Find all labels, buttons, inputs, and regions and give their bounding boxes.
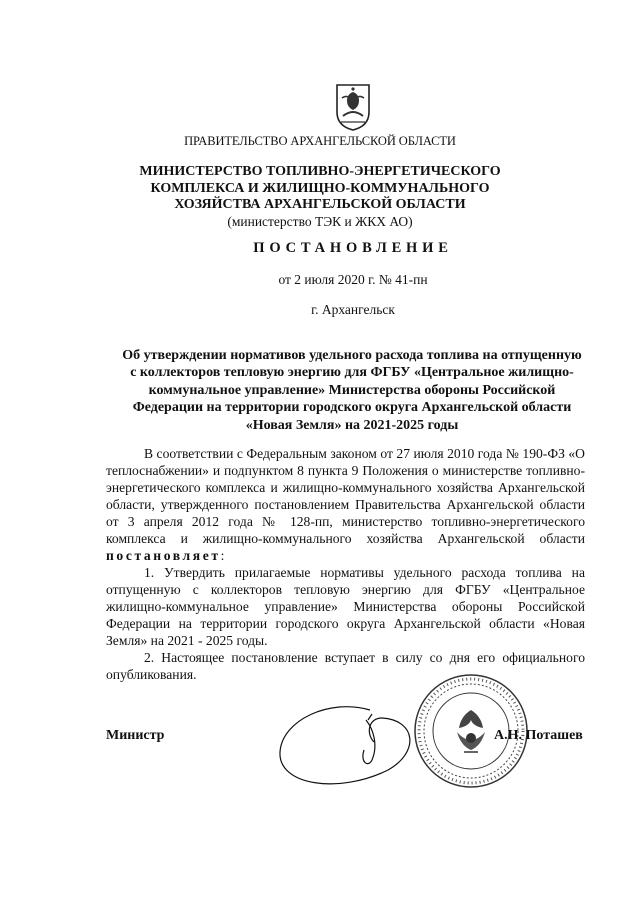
subject-line: коммунальное управление» Министерства обороны Российской [148,382,556,398]
item-2-text: 2. Настоящее постановление вступает в силу со дня его официального опубликования. [106,650,585,682]
government-name: ПРАВИТЕЛЬСТВО АРХАНГЕЛЬСКОЙ ОБЛАСТИ [184,134,456,148]
document-type: ПОСТАНОВЛЕНИЕ [253,240,453,256]
city: г. Архангельск [311,302,395,317]
resolves-punct: : [220,548,225,563]
signer-name: А.Н. Поташев [494,728,583,743]
preamble-text: В соответствии с Федеральным законом от 27 июля 2010 года № 190-ФЗ «О теплоснабжении» и подпунктом 8 пункта 9 Положения о министерстве топливно-энергетического комплекса и жилищно-коммунального хозяйства Архангельской области, утвержденного постановлением Правительства Архангельской области от 3 апреля 2012 года № 128-пп, министерство топливно-энергетического комплекса и жилищно-коммунального хозяйства Архангельской области [106,446,585,546]
subject-line: Об утверждении нормативов удельного расхода топлива на отпущенную [122,348,582,363]
date-and-number: от 2 июля 2020 г. № 41-пн [278,272,428,287]
ministry-line: МИНИСТЕРСТВО ТОПЛИВНО-ЭНЕРГЕТИЧЕСКОГО [139,164,501,179]
ministry-line: КОМПЛЕКСА И ЖИЛИЩНО-КОММУНАЛЬНОГО [150,180,490,196]
subject-line: «Новая Земля» на 2021-2025 годы [245,417,459,433]
ministry-short-name: (министерство ТЭК и ЖКХ АО) [227,213,413,229]
subject-line: с коллекторов тепловую энергию для ФГБУ «Центральное жилищно- [130,365,574,381]
handwritten-signature [270,690,430,800]
subject-line: Федерации на территории городского округа Архангельской области [132,400,572,416]
ministry-line: ХОЗЯЙСТВА АРХАНГЕЛЬСКОЙ ОБЛАСТИ [174,197,466,212]
resolves-word: постановляет [106,548,221,563]
signer-position: Министр [106,728,165,743]
item-1-text: 1. Утвердить прилагаемые нормативы удельного расхода топлива на отпущенную с коллекторов тепловую энергию для ФГБУ «Центральное жилищно-коммунальное управление» Министерства обороны Российской Федерации на территории городского округа Архангельской области «Новая Земля» на 2021 - 2025 годы. [106,565,585,648]
